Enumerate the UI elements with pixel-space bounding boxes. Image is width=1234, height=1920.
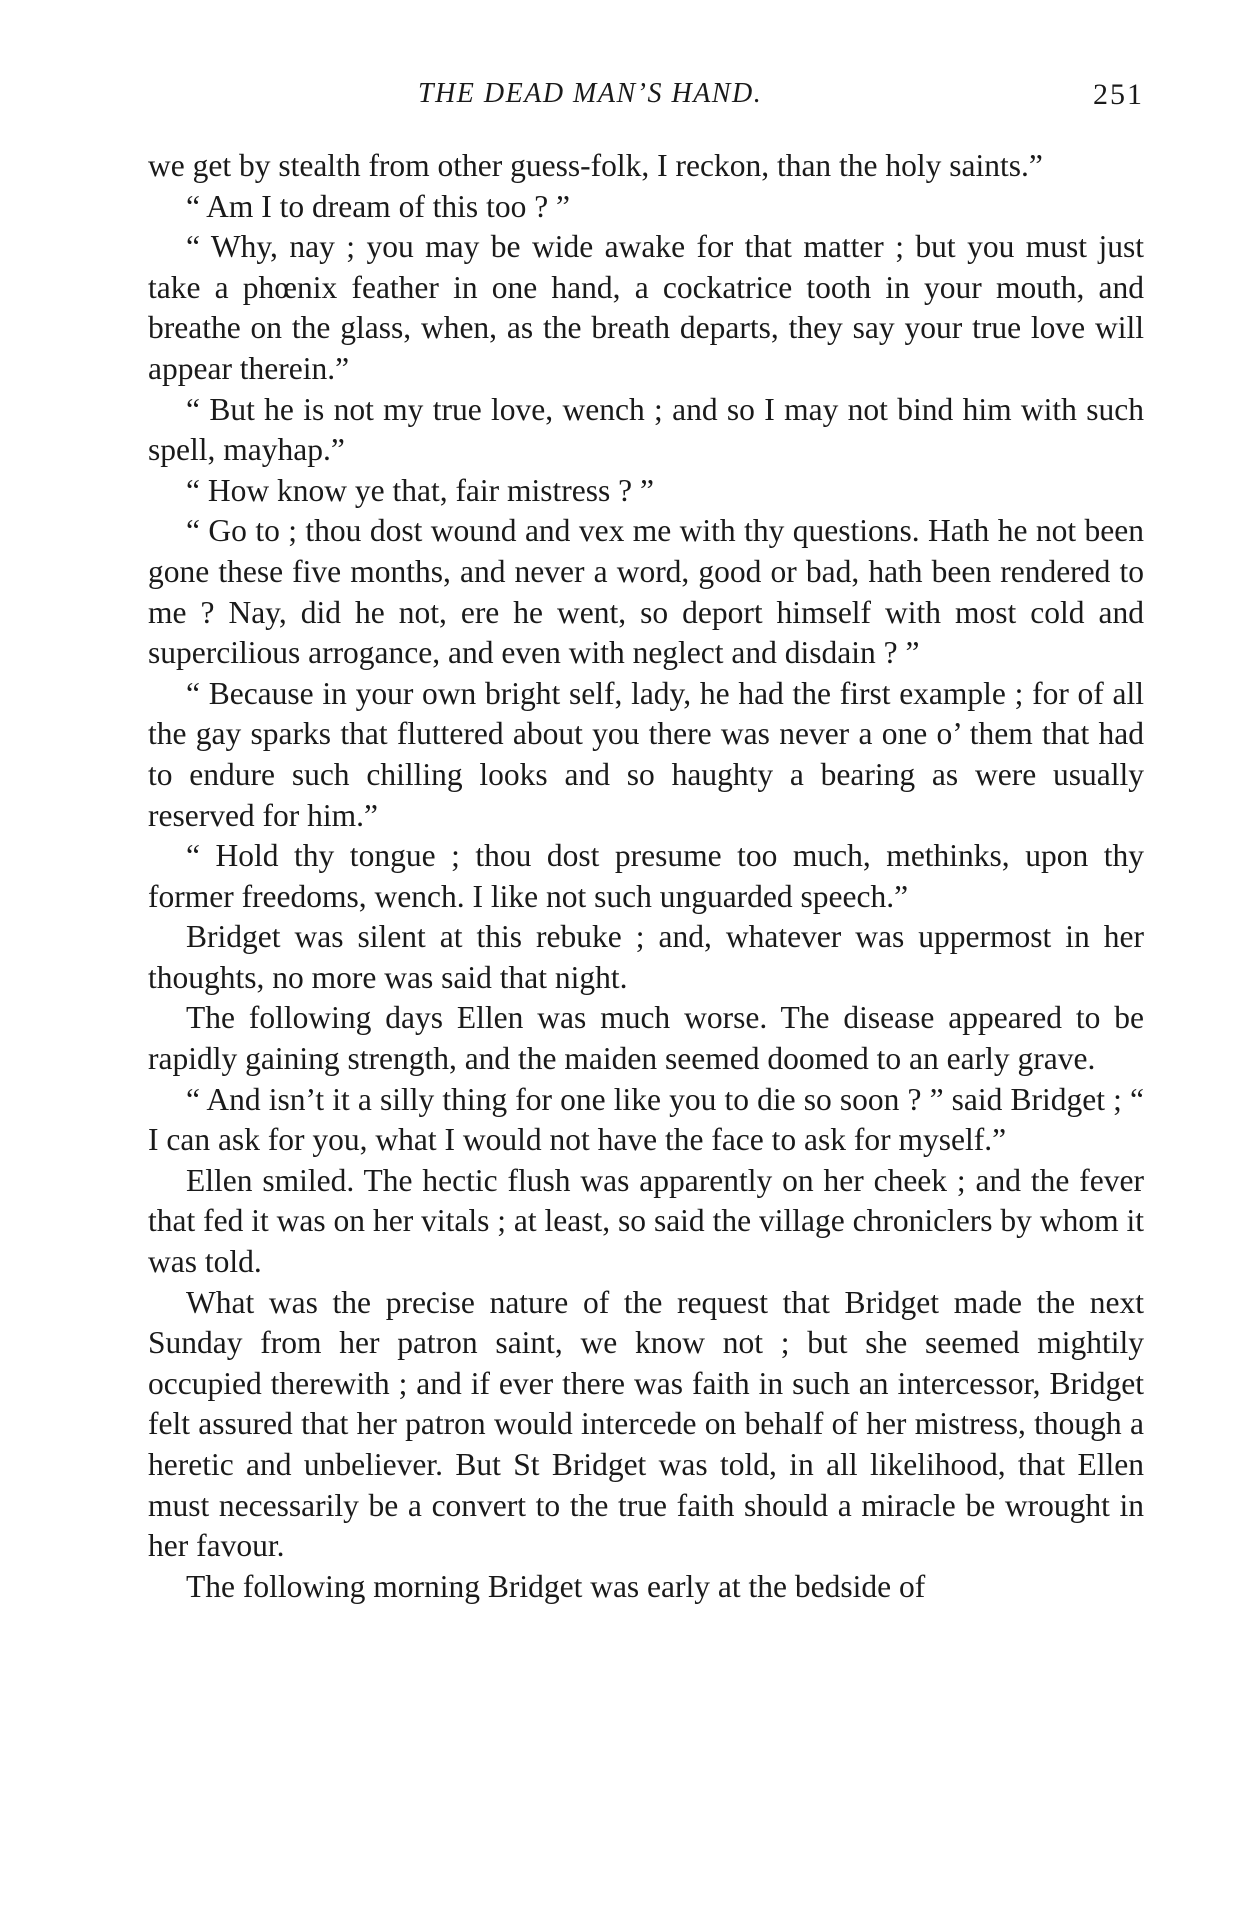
paragraph: “ Hold thy tongue ; thou dost presume too much, methinks, upon thy former freedoms, wench. I like not such unguarded speech.” bbox=[148, 838, 1144, 914]
paragraph: “ Go to ; thou dost wound and vex me with thy questions. Hath he not been gone these five months, and never a word, good or bad, hath been rendered to me ? Nay, did he not, ere he went, so deport himself with most cold and supercilious arrogance, and even with neglect and disdain ? ” bbox=[148, 513, 1144, 671]
running-title: THE DEAD MAN’S HAND. bbox=[418, 78, 763, 109]
paragraph: The following morning Bridget was early at the bedside of bbox=[186, 1568, 926, 1604]
body-text bbox=[148, 146, 1144, 1607]
paragraph: we get by stealth from other guess-folk, I reckon, than the holy saints.” bbox=[148, 148, 1043, 183]
page-header bbox=[148, 78, 1144, 118]
paragraph: The following days Ellen was much worse. The disease appeared to be rapidly gaining strength, and the maiden seemed doomed to an early grave. bbox=[148, 1000, 1144, 1077]
paragraph: What was the precise nature of the request that Bridget made the next Sunday from her patron saint, we know not ; but she seemed mightily occupied therewith ; and if ever there was faith in such an intercessor, Bridget felt assured that her patron would intercede on behalf of her mistress, though a heretic and unbeliever. But St Bridget was told, in all likelihood, that Ellen must necessarily be a convert to the true faith should a miracle be wrought in her favour. bbox=[148, 1284, 1144, 1564]
paragraph: “ How know ye that, fair mistress ? ” bbox=[186, 472, 654, 508]
paragraph: Ellen smiled. The hectic flush was apparently on her cheek ; and the fever that fed it was on her vitals ; at least, so said the village chroniclers by whom it was told. bbox=[148, 1162, 1144, 1280]
paragraph: “ Am I to dream of this too ? ” bbox=[186, 188, 571, 224]
paragraph: “ Why, nay ; you may be wide awake for that matter ; but you must just take a phœnix feather in one hand, a cockatrice tooth in your mouth, and breathe on the glass, when, as the breath departs, they say your true love will appear therein.” bbox=[148, 229, 1144, 386]
page-number: 251 bbox=[1093, 78, 1144, 111]
paragraph: “ And isn’t it a silly thing for one like you to die so soon ? ” said Bridget ; “ I can ask for you, what I would not have the face to ask for myself.” bbox=[148, 1081, 1144, 1158]
paragraph: Bridget was silent at this rebuke ; and, whatever was uppermost in her thoughts, no more was said that night. bbox=[148, 919, 1144, 995]
paragraph: “ Because in your own bright self, lady, he had the first example ; for of all the gay sparks that fluttered about you there was never a one o’ them that had to endure such chilling looks and so haughty a bearing as were usually reserved for him.” bbox=[148, 675, 1144, 833]
paragraph: “ But he is not my true love, wench ; and so I may not bind him with such spell, mayhap.” bbox=[148, 391, 1144, 468]
